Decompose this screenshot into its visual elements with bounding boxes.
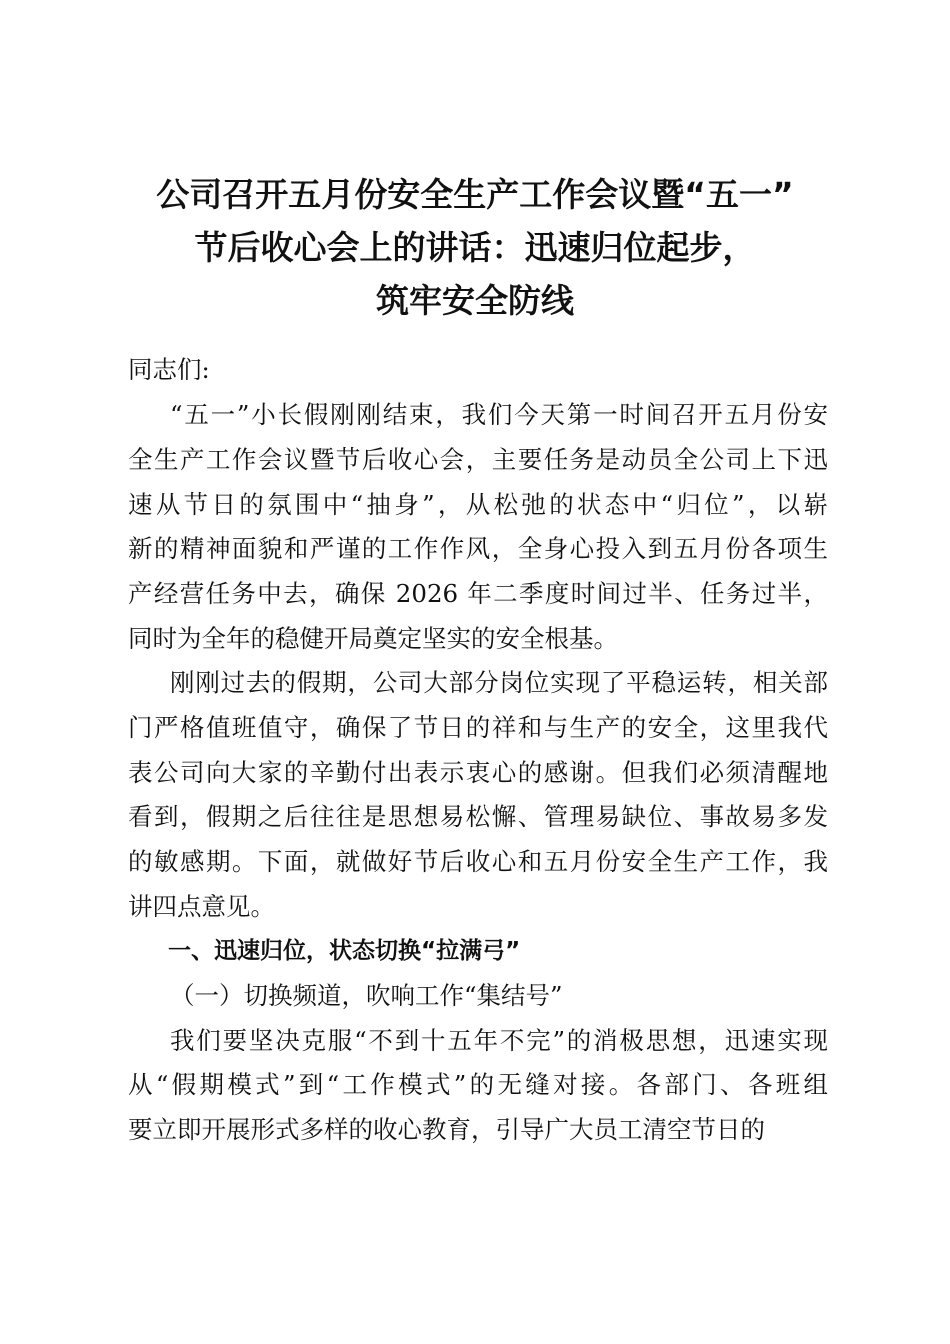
subsection-heading-1: （一）切换频道，吹响工作“集结号” (170, 981, 563, 1010)
paragraph-3-line-1: 我们要坚决克服“不到十五年不完”的消极思想，迅速实现 (170, 1026, 828, 1055)
paragraph-1-line-6: 同时为全年的稳健开局奠定坚实的安全根基。 (128, 624, 618, 653)
paragraph-2-line-1: 刚刚过去的假期，公司大部分岗位实现了平稳运转，相关部 (170, 668, 828, 697)
paragraph-2-line-2: 门严格值班值守，确保了节日的祥和与生产的安全，这里我代 (128, 713, 828, 742)
paragraph-2-line-3: 表公司向大家的辛勤付出表示衷心的感谢。但我们必须清醒地 (128, 758, 828, 787)
document-title (100, 168, 850, 327)
title-line-1: 公司召开五月份安全生产工作会议暨“五一” (156, 175, 794, 214)
paragraph-2-line-4: 看到，假期之后往往是思想易松懈、管理易缺位、事故易多发 (128, 802, 828, 831)
salutation: 同志们: (128, 355, 210, 384)
title-line-2: 节后收心会上的讲话：迅速归位起步， (194, 228, 756, 267)
paragraph-1-line-1: “五一”小长假刚刚结束，我们今天第一时间召开五月份安 (170, 400, 828, 429)
title-line-3: 筑牢安全防线 (376, 281, 574, 320)
paragraph-3-line-2: 从“假期模式”到“工作模式”的无缝对接。各部门、各班组 (128, 1070, 828, 1099)
paragraph-2-line-6: 讲四点意见。 (128, 892, 275, 921)
paragraph-1-line-4: 新的精神面貌和严谨的工作作风，全身心投入到五月份各项生 (128, 534, 828, 563)
paragraph-1-line-5: 产经营任务中去，确保 2026 年二季度时间过半、任务过半， (128, 579, 828, 608)
section-heading-1: 一、迅速归位，状态切换“拉满弓” (168, 938, 521, 964)
paragraph-3-line-3: 要立即开展形式多样的收心教育，引导广大员工清空节日的 (128, 1115, 765, 1144)
paragraph-1-line-2: 全生产工作会议暨节后收心会，主要任务是动员全公司上下迅 (128, 445, 828, 474)
paragraph-1-line-3: 速从节日的氛围中“抽身”，从松弛的状态中“归位”，以崭 (128, 490, 828, 519)
paragraph-2-line-5: 的敏感期。下面，就做好节后收心和五月份安全生产工作，我 (128, 847, 828, 876)
